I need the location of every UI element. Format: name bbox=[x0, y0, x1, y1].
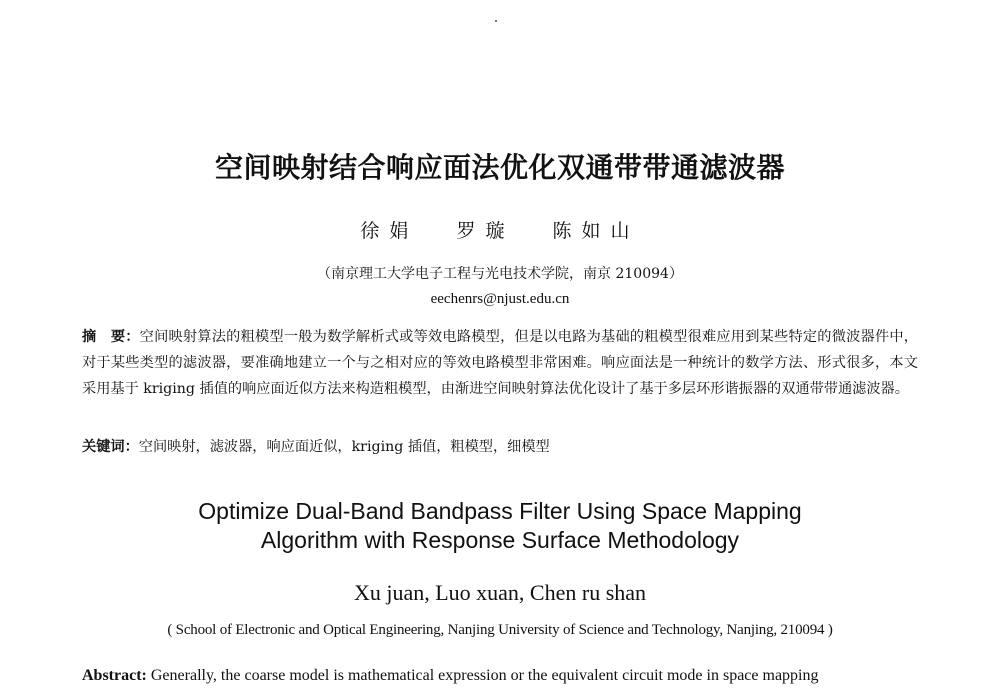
author-3: 陈如山 bbox=[552, 220, 640, 242]
chinese-affiliation: （南京理工大学电子工程与光电技术学院，南京 210094） bbox=[317, 266, 683, 282]
english-title bbox=[0, 497, 1000, 555]
chinese-title: 空间映射结合响应面法优化双通带带通滤波器 bbox=[214, 151, 785, 184]
author-email: eechenrs@njust.edu.cn bbox=[430, 291, 570, 307]
chinese-abstract-label: 摘 要： bbox=[82, 329, 140, 345]
chinese-keywords-text: 空间映射，滤波器，响应面近似，kriging 插值，粗模型，细模型 bbox=[138, 439, 550, 455]
chinese-keywords bbox=[82, 436, 918, 456]
english-affiliation: ( School of Electronic and Optical Engineering, Nanjing University of Science and Technology, Nanjing, 210094 ) bbox=[167, 622, 833, 638]
english-authors: Xu juan, Luo xuan, Chen ru shan bbox=[353, 580, 647, 605]
chinese-abstract-text: 空间映射算法的粗模型一般为数学解析式或等效电路模型，但是以电路为基础的粗模型很难应用到某些特定的微波器件中，对于某些类型的滤波器，要准确地建立一个与之相对应的等效电路模型非常困难。响应面法是一种统计的数学方法、形式很多，本文采用基于 kriging 插值的响应面近似方法来构造粗模型，由渐进空间映射算法优化设计了基于多层环形谐振器的双通带带通滤波器。 bbox=[82, 329, 918, 397]
english-title-line-1: Optimize Dual-Band Bandpass Filter Using Space Mapping bbox=[198, 498, 802, 524]
author-1: 徐娟 bbox=[360, 220, 419, 242]
chinese-abstract bbox=[82, 324, 918, 402]
author-2: 罗璇 bbox=[456, 220, 515, 242]
chinese-authors bbox=[0, 216, 1000, 243]
english-abstract-label: Abstract: bbox=[82, 667, 147, 684]
english-abstract bbox=[82, 663, 918, 689]
english-title-line-2: Algorithm with Response Surface Methodology bbox=[260, 527, 740, 553]
english-abstract-text: Generally, the coarse model is mathematical expression or the equivalent circuit mode in space mapping bbox=[150, 667, 819, 684]
chinese-keywords-label: 关键词： bbox=[82, 439, 139, 455]
scan-speck bbox=[495, 20, 497, 22]
